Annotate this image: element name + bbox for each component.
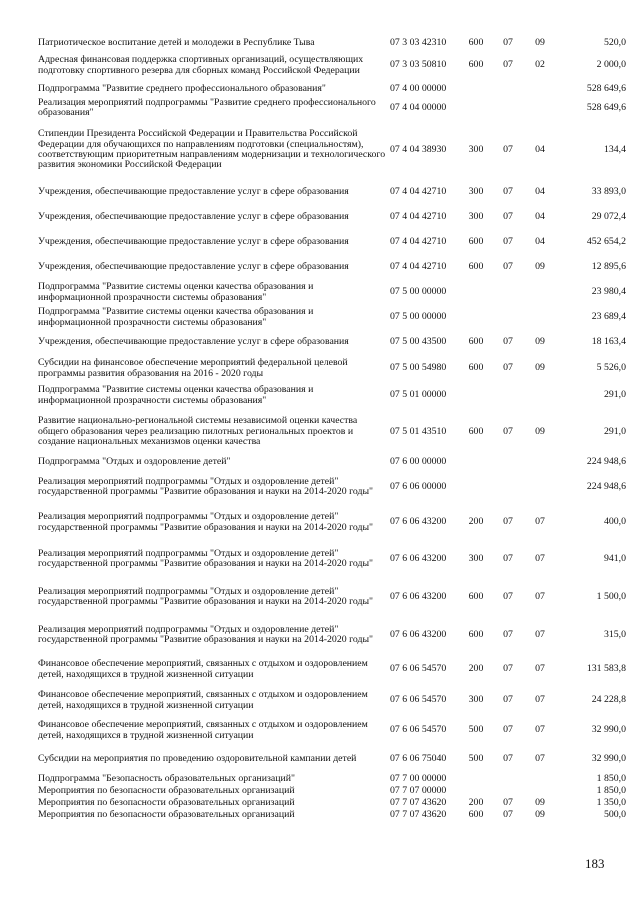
row-code: 07 5 00 43500 (390, 336, 447, 348)
row-rz: 07 (503, 143, 513, 155)
table-row (38, 616, 626, 654)
row-code: 07 6 06 54570 (390, 694, 447, 706)
table-row (38, 382, 626, 409)
row-rz: 07 (503, 628, 513, 640)
row-code: 07 6 06 43200 (390, 552, 447, 564)
row-vr: 500 (468, 752, 484, 764)
table-row (38, 280, 626, 305)
row-sum: 134,4 (603, 143, 626, 155)
row-code: 07 6 06 43200 (390, 628, 447, 640)
row-code: 07 6 06 54570 (390, 663, 447, 675)
row-name: Подпрограмма "Развитие среднего профессионального образования" (38, 82, 326, 94)
row-sum: 23 689,4 (591, 311, 626, 323)
table-row (38, 745, 626, 773)
table-row (38, 330, 626, 355)
table-row (38, 578, 626, 616)
row-pr: 04 (535, 211, 545, 223)
row-pr: 07 (535, 724, 545, 736)
row-vr: 600 (468, 261, 484, 273)
row-code: 07 7 07 00000 (390, 784, 447, 796)
row-code: 07 6 06 43200 (390, 590, 447, 602)
row-sum: 131 583,8 (586, 663, 626, 675)
row-vr: 200 (468, 796, 484, 808)
row-name: Стипендии Президента Российской Федерации и Правительства Российской Федерации для обучающихся по направлениям подготовки (специальностям), соответствующим приоритетным направлениям модернизации и технологического развития экономики Российской Федерации (38, 128, 386, 171)
table-row (38, 355, 626, 382)
row-sum: 1 500,0 (596, 590, 626, 602)
row-sum: 315,0 (603, 628, 626, 640)
row-name: Субсидии на мероприятия по проведению оздоровительной кампании детей (38, 752, 357, 764)
row-name: Мероприятия по безопасности образовательных организаций (38, 784, 295, 796)
row-name: Учреждения, обеспечивающие предоставление услуг в сфере образования (38, 236, 349, 248)
table-row (38, 205, 626, 230)
row-code: 07 6 00 00000 (390, 455, 447, 467)
row-vr: 600 (468, 628, 484, 640)
row-sum: 291,0 (603, 389, 626, 401)
row-rz: 07 (503, 261, 513, 273)
table-row (38, 773, 626, 785)
table-row (38, 230, 626, 255)
row-pr: 07 (535, 590, 545, 602)
row-pr: 09 (535, 261, 545, 273)
row-name: Финансовое обеспечение мероприятий, связанных с отдыхом и оздоровлением детей, находящихся в трудной жизненной ситуации (38, 719, 368, 741)
table-row (38, 305, 626, 330)
row-vr: 600 (468, 590, 484, 602)
row-pr: 09 (535, 425, 545, 437)
row-name: Подпрограмма "Развитие системы оценки качества образования и информационной прозрачности системы образования" (38, 306, 314, 328)
row-vr: 300 (468, 186, 484, 198)
row-sum: 1 850,0 (596, 784, 626, 796)
row-rz: 07 (503, 796, 513, 808)
row-vr: 300 (468, 552, 484, 564)
row-sum: 291,0 (603, 425, 626, 437)
row-rz: 07 (503, 694, 513, 706)
row-name: Патриотическое воспитание детей и молодежи в Республике Тыва (38, 37, 315, 49)
row-code: 07 3 03 50810 (390, 59, 447, 71)
row-code: 07 4 04 42710 (390, 186, 447, 198)
row-pr: 07 (535, 752, 545, 764)
row-sum: 400,0 (603, 516, 626, 528)
row-sum: 29 072,4 (591, 211, 626, 223)
row-pr: 07 (535, 628, 545, 640)
row-name: Мероприятия по безопасности образовательных организаций (38, 796, 295, 808)
row-code: 07 5 00 54980 (390, 362, 447, 374)
row-code: 07 7 00 00000 (390, 772, 447, 784)
row-vr: 300 (468, 143, 484, 155)
row-sum: 224 948,6 (586, 455, 626, 467)
row-name: Субсидии на финансовое обеспечение мероприятий федеральной целевой программы развития образования на 2016 - 2020 годы (38, 357, 348, 379)
row-sum: 18 163,4 (591, 336, 626, 348)
row-vr: 300 (468, 211, 484, 223)
row-name: Подпрограмма "Развитие системы оценки качества образования и информационной прозрачности системы образования" (38, 281, 314, 303)
row-rz: 07 (503, 211, 513, 223)
row-name: Учреждения, обеспечивающие предоставление услуг в сфере образования (38, 336, 349, 348)
row-rz: 07 (503, 724, 513, 736)
row-rz: 07 (503, 236, 513, 248)
row-code: 07 4 04 42710 (390, 261, 447, 273)
row-pr: 04 (535, 186, 545, 198)
row-code: 07 5 01 43510 (390, 425, 447, 437)
row-rz: 07 (503, 808, 513, 820)
row-pr: 02 (535, 59, 545, 71)
row-pr: 09 (535, 796, 545, 808)
row-vr: 600 (468, 236, 484, 248)
row-code: 07 6 06 54570 (390, 724, 447, 736)
row-name: Подпрограмма "Безопасность образовательных организаций" (38, 772, 295, 784)
row-code: 07 5 01 00000 (390, 389, 447, 401)
row-sum: 32 990,0 (591, 724, 626, 736)
row-name: Реализация мероприятий подпрограммы "Отдых и оздоровление детей" государственной программы "Развитие образования и науки на 2014-2020 годы" (38, 547, 374, 569)
row-vr: 200 (468, 516, 484, 528)
row-sum: 12 895,6 (591, 261, 626, 273)
table-row (38, 809, 626, 821)
row-code: 07 5 00 00000 (390, 286, 447, 298)
row-rz: 07 (503, 425, 513, 437)
row-pr: 07 (535, 516, 545, 528)
page-number: 183 (585, 856, 605, 871)
row-vr: 500 (468, 724, 484, 736)
row-name: Подпрограмма "Развитие системы оценки качества образования и информационной прозрачности системы образования" (38, 384, 314, 406)
row-pr: 09 (535, 362, 545, 374)
row-sum: 520,0 (603, 37, 626, 49)
row-code: 07 5 00 00000 (390, 311, 447, 323)
row-name: Мероприятия по безопасности образовательных организаций (38, 808, 295, 820)
row-pr: 04 (535, 143, 545, 155)
row-sum: 500,0 (603, 808, 626, 820)
row-name: Развитие национально-региональной системы независимой оценки качества общего образования через реализацию пилотных региональных проектов и создание национальных механизмов оценки качества (38, 415, 358, 448)
row-rz: 07 (503, 663, 513, 675)
row-vr: 600 (468, 37, 484, 49)
row-sum: 1 350,0 (596, 796, 626, 808)
row-rz: 07 (503, 590, 513, 602)
table-row (38, 120, 626, 180)
row-rz: 07 (503, 752, 513, 764)
table-row (38, 38, 626, 49)
row-rz: 07 (503, 336, 513, 348)
row-code: 07 4 04 38930 (390, 143, 447, 155)
row-sum: 452 654,2 (586, 236, 626, 248)
row-rz: 07 (503, 186, 513, 198)
row-sum: 33 893,0 (591, 186, 626, 198)
table-row (38, 455, 626, 469)
row-sum: 5 526,0 (596, 362, 626, 374)
row-rz: 07 (503, 552, 513, 564)
row-pr: 09 (535, 336, 545, 348)
row-vr: 600 (468, 59, 484, 71)
table-row (38, 180, 626, 205)
row-code: 07 6 06 75040 (390, 752, 447, 764)
table-row (38, 255, 626, 280)
row-vr: 300 (468, 694, 484, 706)
row-name: Реализация мероприятий подпрограммы "Развитие среднего профессионального образования" (38, 96, 376, 118)
row-name: Финансовое обеспечение мероприятий, связанных с отдыхом и оздоровлением детей, находящихся в трудной жизненной ситуации (38, 689, 368, 711)
row-sum: 2 000,0 (596, 59, 626, 71)
row-sum: 528 649,6 (586, 101, 626, 113)
row-pr: 09 (535, 37, 545, 49)
row-rz: 07 (503, 362, 513, 374)
table-row (38, 685, 626, 716)
row-code: 07 7 07 43620 (390, 808, 447, 820)
row-name: Учреждения, обеспечивающие предоставление услуг в сфере образования (38, 261, 349, 273)
table-row (38, 96, 626, 120)
row-name: Реализация мероприятий подпрограммы "Отдых и оздоровление детей" государственной программы "Развитие образования и науки на 2014-2020 годы" (38, 585, 374, 607)
row-vr: 600 (468, 425, 484, 437)
table-row (38, 82, 626, 96)
table-row (38, 505, 626, 540)
budget-table (38, 38, 626, 821)
row-rz: 07 (503, 516, 513, 528)
row-rz: 07 (503, 59, 513, 71)
row-vr: 600 (468, 336, 484, 348)
row-vr: 600 (468, 362, 484, 374)
table-row (38, 785, 626, 797)
table-row (38, 469, 626, 505)
row-name: Реализация мероприятий подпрограммы "Отдых и оздоровление детей" государственной программы "Развитие образования и науки на 2014-2020 годы" (38, 475, 374, 497)
table-row (38, 409, 626, 455)
row-name: Реализация мероприятий подпрограммы "Отдых и оздоровление детей" государственной программы "Развитие образования и науки на 2014-2020 годы" (38, 511, 374, 533)
table-row (38, 540, 626, 578)
table-row (38, 797, 626, 809)
row-pr: 07 (535, 552, 545, 564)
row-name: Реализация мероприятий подпрограммы "Отдых и оздоровление детей" государственной программы "Развитие образования и науки на 2014-2020 годы" (38, 623, 374, 645)
table-row (38, 49, 626, 82)
row-code: 07 6 06 43200 (390, 516, 447, 528)
row-sum: 32 990,0 (591, 752, 626, 764)
row-code: 07 4 00 00000 (390, 82, 447, 94)
row-pr: 09 (535, 808, 545, 820)
row-code: 07 4 04 42710 (390, 236, 447, 248)
row-rz: 07 (503, 37, 513, 49)
row-name: Учреждения, обеспечивающие предоставление услуг в сфере образования (38, 186, 349, 198)
row-pr: 04 (535, 236, 545, 248)
row-name: Адресная финансовая поддержка спортивных организаций, осуществляющих подготовку спортивного резерва для сборных команд Российской Федерации (38, 54, 364, 76)
row-code: 07 7 07 43620 (390, 796, 447, 808)
row-vr: 200 (468, 663, 484, 675)
row-sum: 23 980,4 (591, 286, 626, 298)
row-name: Финансовое обеспечение мероприятий, связанных с отдыхом и оздоровлением детей, находящихся в трудной жизненной ситуации (38, 658, 368, 680)
row-sum: 1 850,0 (596, 772, 626, 784)
table-row (38, 654, 626, 685)
row-vr: 600 (468, 808, 484, 820)
row-code: 07 4 04 00000 (390, 101, 447, 113)
row-pr: 07 (535, 663, 545, 675)
row-sum: 24 228,8 (591, 694, 626, 706)
row-name: Подпрограмма "Отдых и оздоровление детей" (38, 455, 231, 467)
row-sum: 224 948,6 (586, 480, 626, 492)
row-sum: 941,0 (603, 552, 626, 564)
row-code: 07 4 04 42710 (390, 211, 447, 223)
row-code: 07 6 06 00000 (390, 480, 447, 492)
row-pr: 07 (535, 694, 545, 706)
table-row (38, 716, 626, 745)
row-name: Учреждения, обеспечивающие предоставление услуг в сфере образования (38, 211, 349, 223)
row-code: 07 3 03 42310 (390, 37, 447, 49)
row-sum: 528 649,6 (586, 82, 626, 94)
